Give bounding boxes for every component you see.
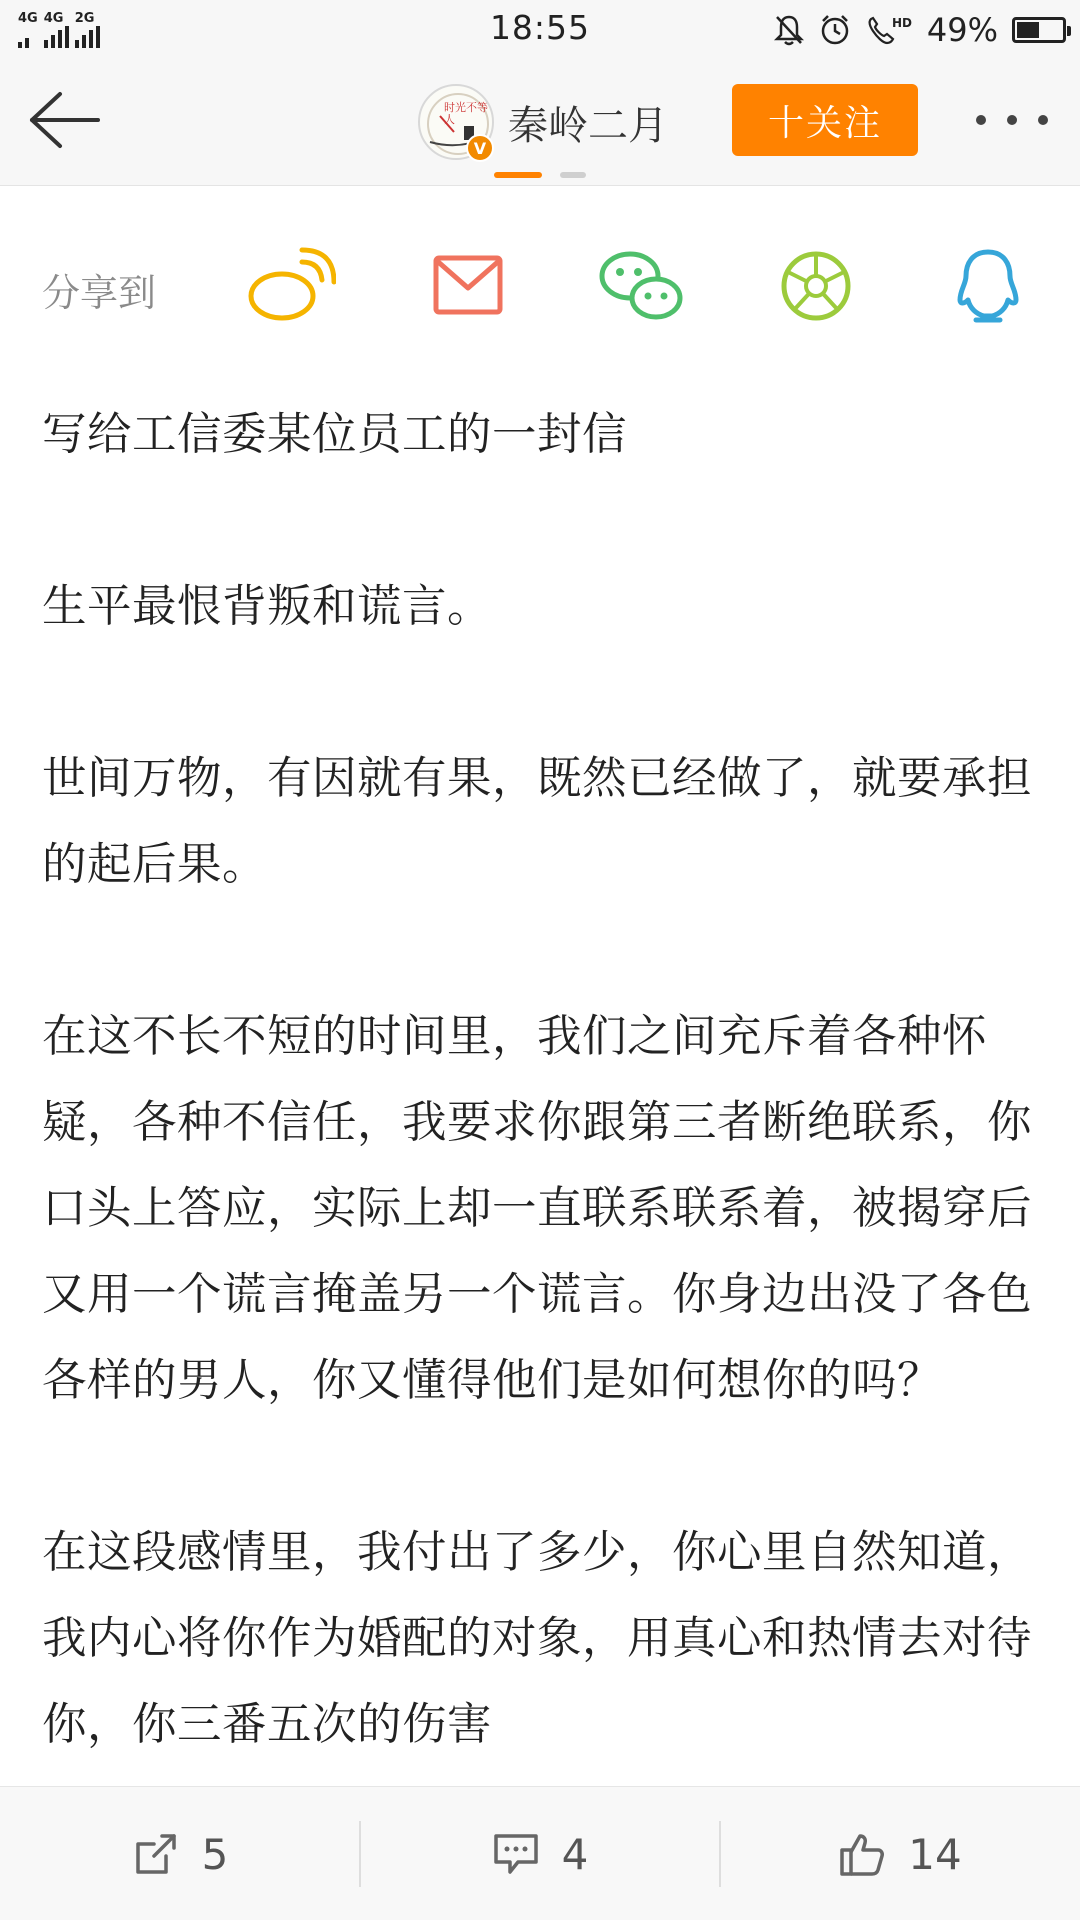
user-name[interactable]: 秦岭二月	[508, 103, 668, 149]
share-weibo-button[interactable]	[244, 246, 336, 326]
thumbs-up-icon	[838, 1830, 886, 1878]
follow-button[interactable]: 十关注	[732, 84, 918, 156]
repost-count: 5	[201, 1829, 229, 1879]
alarm-icon	[819, 13, 851, 47]
svg-text:HD: HD	[891, 16, 912, 30]
network-type-label: 2G	[74, 11, 95, 26]
status-icons	[773, 8, 1066, 52]
repost-button[interactable]	[0, 1787, 360, 1921]
page-indicator-active	[494, 172, 542, 178]
network-type-label: 4G	[43, 11, 64, 26]
avatar-caption: 时光不等人	[444, 101, 488, 126]
battery-percent: 49%	[926, 11, 998, 49]
mail-icon	[422, 246, 514, 326]
back-arrow-icon	[26, 88, 106, 152]
more-options-button[interactable]	[976, 108, 1048, 132]
more-dot-icon	[976, 115, 986, 125]
article-body	[42, 392, 1042, 1854]
article-title: 写给工信委某位员工的一封信	[42, 409, 628, 460]
share-mail-button[interactable]	[422, 246, 514, 326]
hd-call-icon	[865, 13, 913, 47]
moments-icon	[770, 246, 862, 326]
like-button[interactable]	[720, 1787, 1080, 1921]
comment-count: 4	[561, 1829, 589, 1879]
page-indicator	[560, 172, 586, 178]
more-dot-icon	[1007, 115, 1017, 125]
article-paragraph: 在这段感情里，我付出了多少，你心里自然知道，我内心将你作为婚配的对象，用真心和热情去对待你，你三番五次的伤害	[42, 1527, 1033, 1750]
comment-button[interactable]	[360, 1787, 720, 1921]
action-bar	[0, 1786, 1080, 1920]
mute-icon	[773, 13, 805, 47]
article-paragraph: 世间万物，有因就有果，既然已经做了，就要承担的起后果。	[42, 753, 1033, 890]
share-qq-button[interactable]	[942, 246, 1034, 326]
profile-header	[0, 60, 1080, 186]
battery-icon	[1012, 17, 1066, 43]
weibo-icon	[244, 246, 336, 326]
more-dot-icon	[1038, 115, 1048, 125]
repost-icon	[132, 1830, 180, 1878]
qq-icon	[942, 246, 1034, 326]
wechat-icon	[596, 246, 688, 326]
back-button[interactable]	[26, 88, 106, 152]
clock: 18:55	[489, 8, 591, 47]
share-wechat-button[interactable]	[596, 246, 688, 326]
share-label: 分享到	[42, 271, 157, 315]
like-count: 14	[908, 1829, 962, 1879]
status-bar	[0, 0, 1080, 60]
share-moments-button[interactable]	[770, 246, 862, 326]
verified-badge: V	[466, 134, 494, 162]
article-paragraph: 在这不长不短的时间里，我们之间充斥着各种怀疑，各种不信任，我要求你跟第三者断绝联系，你口头上答应，实际上却一直联系联系着，被揭穿后又用一个谎言掩盖另一个谎言。你身边出没了各色各样的男人，你又懂得他们是如何想你的吗？	[42, 1011, 1033, 1406]
comment-icon	[492, 1830, 540, 1878]
article-paragraph: 生平最恨背叛和谎言。	[42, 581, 493, 632]
network-type-label: 4G	[18, 11, 38, 26]
